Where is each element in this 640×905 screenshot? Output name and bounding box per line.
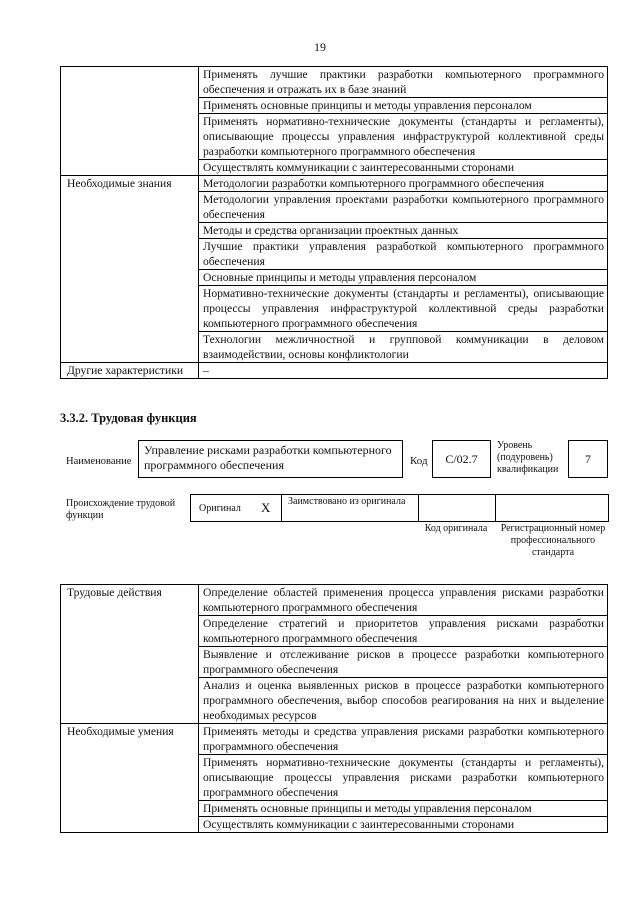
table-row — [61, 98, 608, 114]
original-cell — [190, 494, 282, 522]
code-label: Код — [410, 455, 428, 467]
borrowed-label: Заимствовано из оригинала — [288, 496, 406, 507]
row-label — [61, 270, 199, 286]
table-row — [61, 755, 608, 801]
table-row — [61, 647, 608, 678]
row-text: Применять нормативно-технические документы (стандарты и регламенты), описывающие процессы управления рисками разработки компьютерного программного обеспечения — [199, 755, 608, 801]
table-row — [61, 270, 608, 286]
row-label — [61, 678, 199, 724]
table-row — [61, 678, 608, 724]
table-row — [61, 114, 608, 160]
row-label — [61, 192, 199, 223]
row-label — [61, 647, 199, 678]
origin-label: Происхождение трудовой функции — [66, 498, 176, 521]
row-label — [61, 755, 199, 801]
name-value: Управление рисками разработки компьютерного программного обеспечения — [144, 443, 392, 472]
row-text: Применять основные принципы и методы управления персоналом — [199, 801, 608, 817]
row-text: Методы и средства организации проектных данных — [199, 223, 608, 239]
level-label: Уровень (подуровень) квалификации — [497, 440, 559, 475]
row-text: Методологии разработки компьютерного программного обеспечения — [199, 176, 608, 192]
code-original-cell — [418, 494, 496, 522]
level-value: 7 — [568, 440, 608, 478]
reg-number-cell — [495, 494, 609, 522]
row-text: Анализ и оценка выявленных рисков в процессе разработки компьютерного программного обеспечения, выбор способов реагирования на них и выделение необходимых ресурсов — [199, 678, 608, 724]
row-text: Нормативно-технические документы (стандарты и регламенты), описывающие процессы управления инфраструктурой коллективной среды разработки компьютерного программного обеспечения — [199, 286, 608, 332]
row-text: Осуществлять коммуникации с заинтересованными сторонами — [199, 160, 608, 176]
row-label — [61, 67, 199, 98]
row-text: Лучшие практики управления разработкой компьютерного программного обеспечения — [199, 239, 608, 270]
row-text: Осуществлять коммуникации с заинтересованными сторонами — [199, 817, 608, 833]
row-text: Технологии межличностной и групповой коммуникации в деловом взаимодействии, основы конфликтологии — [199, 332, 608, 363]
reg-number-caption: Регистрационный номер профессионального стандарта — [500, 523, 606, 558]
code-value: C/02.7 — [432, 440, 491, 478]
row-label: Необходимые умения — [61, 724, 199, 755]
row-text: Методологии управления проектами разработки компьютерного программного обеспечения — [199, 192, 608, 223]
row-text: Применять нормативно-технические документы (стандарты и регламенты), описывающие процессы управления инфраструктурой коллективной среды разработки компьютерного программного обеспечения — [199, 114, 608, 160]
name-label: Наименование — [66, 456, 132, 467]
page-number: 19 — [314, 40, 326, 54]
table-row — [61, 176, 608, 192]
row-label — [61, 286, 199, 332]
row-label — [61, 160, 199, 176]
skills-knowledge-table — [60, 66, 608, 379]
original-mark: X — [261, 500, 271, 515]
table-row — [61, 239, 608, 270]
original-label: Оригинал — [199, 503, 241, 514]
row-label — [61, 817, 199, 833]
row-text: – — [199, 363, 608, 379]
table-row — [61, 192, 608, 223]
section-title: 3.3.2. Трудовая функция — [60, 411, 197, 425]
row-label: Трудовые действия — [61, 585, 199, 616]
labor-actions-table — [60, 584, 608, 833]
code-original-caption: Код оригинала — [424, 523, 488, 534]
name-value-box — [138, 440, 403, 478]
row-label: Необходимые знания — [61, 176, 199, 192]
row-label — [61, 114, 199, 160]
row-text: Определение стратегий и приоритетов управления рисками разработки компьютерного программного обеспечения — [199, 616, 608, 647]
row-label — [61, 616, 199, 647]
row-text: Выявление и отслеживание рисков в процессе разработки компьютерного программного обеспечения — [199, 647, 608, 678]
table-row — [61, 223, 608, 239]
row-text: Применять лучшие практики разработки компьютерного программного обеспечения и отражать их в базе знаний — [199, 67, 608, 98]
row-label — [61, 98, 199, 114]
table-row — [61, 724, 608, 755]
row-text: Применять методы и средства управления рисками разработки компьютерного программного обеспечения — [199, 724, 608, 755]
borrowed-cell — [281, 494, 419, 522]
row-label — [61, 239, 199, 270]
row-label — [61, 332, 199, 363]
row-label — [61, 801, 199, 817]
table-row — [61, 801, 608, 817]
table-row — [61, 817, 608, 833]
table-row — [61, 67, 608, 98]
table-row — [61, 160, 608, 176]
row-label: Другие характеристики — [61, 363, 199, 379]
table-row — [61, 332, 608, 363]
row-label — [61, 223, 199, 239]
row-text: Определение областей применения процесса управления рисками разработки компьютерного программного обеспечения — [199, 585, 608, 616]
table-row — [61, 616, 608, 647]
row-text: Применять основные принципы и методы управления персоналом — [199, 98, 608, 114]
table-row — [61, 585, 608, 616]
table-row — [61, 363, 608, 379]
table-row — [61, 286, 608, 332]
row-text: Основные принципы и методы управления персоналом — [199, 270, 608, 286]
